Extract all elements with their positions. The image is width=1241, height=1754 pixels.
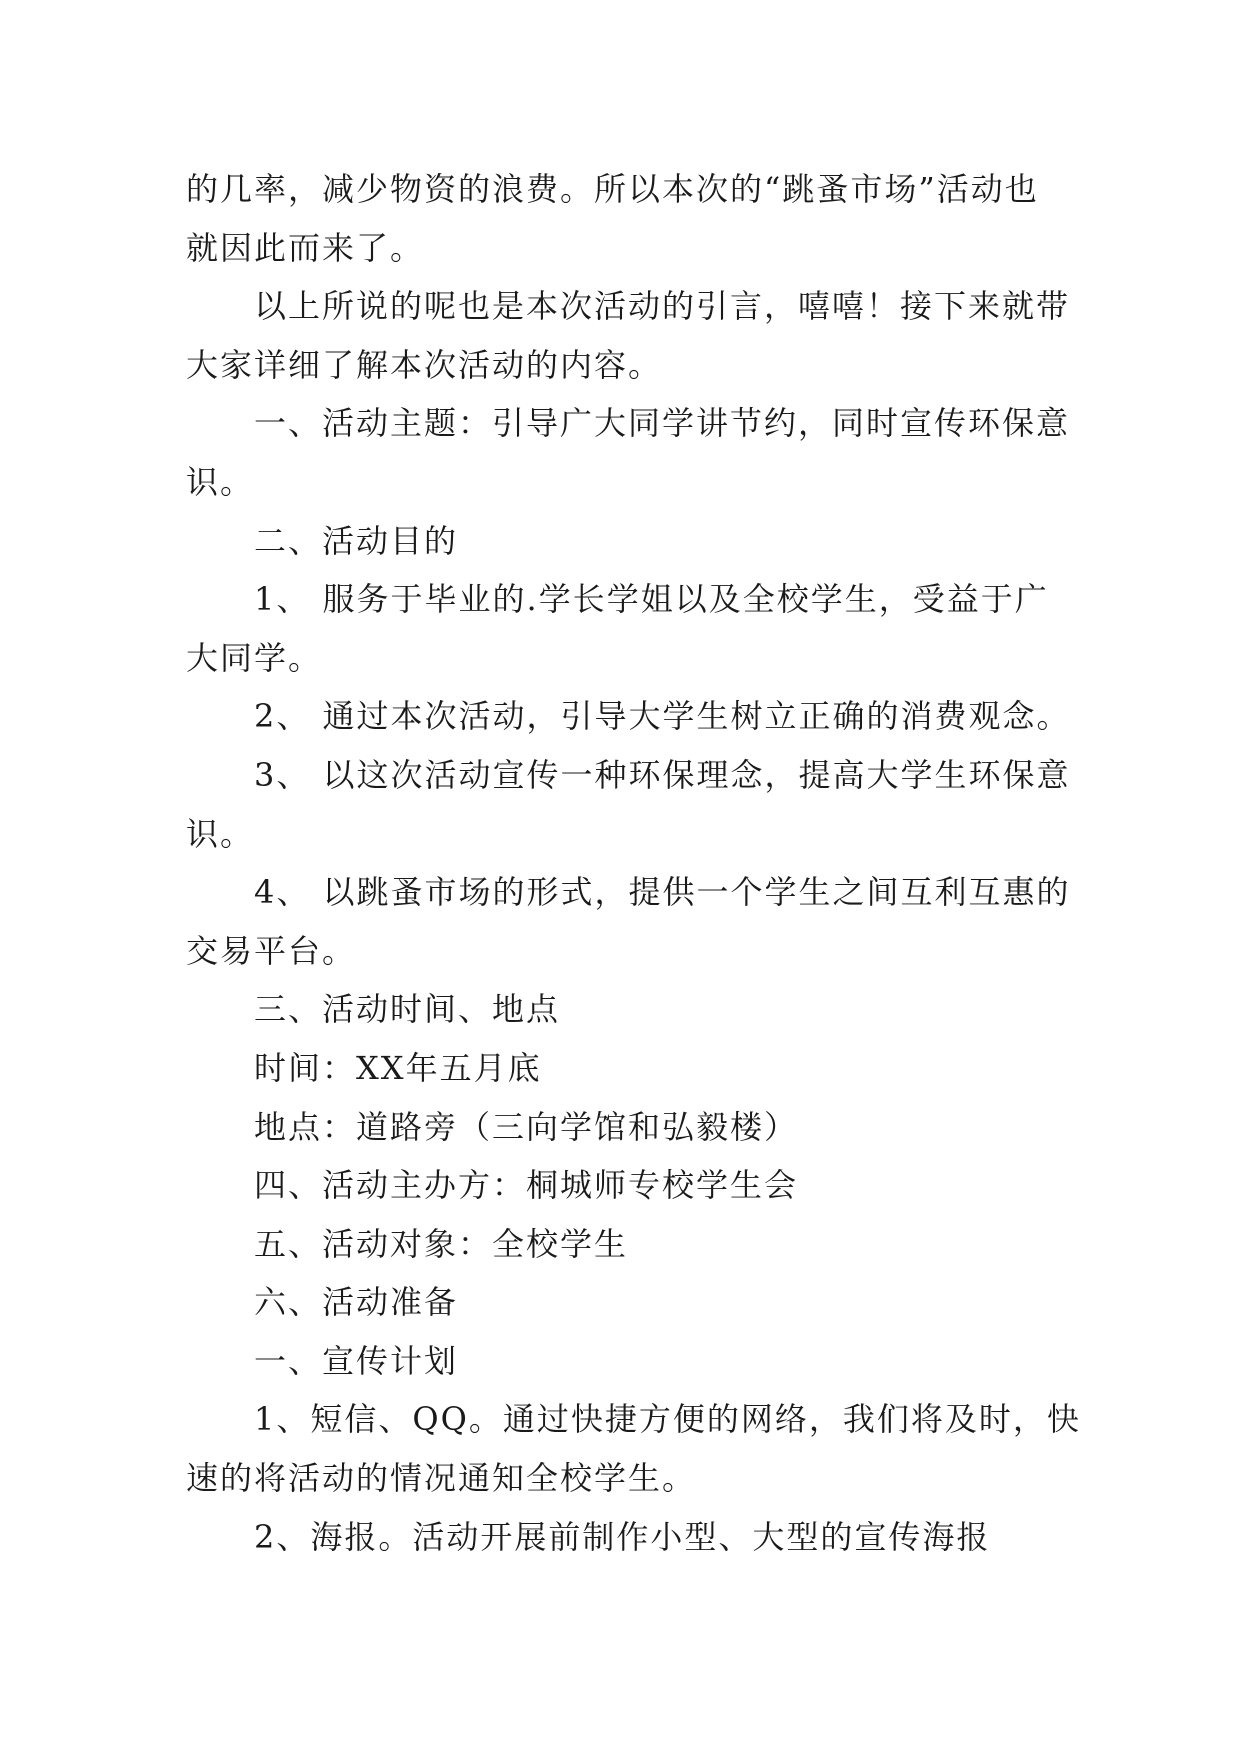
text-line: 地点：道路旁（三向学馆和弘毅楼） [254,1107,799,1146]
text-line: 大同学。 [186,638,323,677]
list-item: 1、 服务于毕业的.学长学姐以及全校学生，受益于广 [254,580,1049,619]
section-heading: 三、活动时间、地点 [254,990,561,1029]
text-line: 以上所说的呢也是本次活动的引言，嘻嘻！接下来就带 [254,287,1071,326]
text-line: 识。 [186,814,255,853]
list-item: 3、 以这次活动宣传一种环保理念，提高大学生环保意 [254,755,1071,794]
text-line: 时间：XX年五月底 [254,1048,542,1087]
section-heading: 五、活动对象：全校学生 [254,1224,629,1263]
list-item: 2、 通过本次活动，引导大学生树立正确的消费观念。 [254,697,1071,736]
section-heading: 二、活动目的 [254,521,459,560]
text-line: 识。 [186,462,255,501]
section-heading: 六、活动准备 [254,1283,459,1322]
list-item: 4、 以跳蚤市场的形式，提供一个学生之间互利互惠的 [254,873,1071,912]
text-line: 的几率，减少物资的浪费。所以本次的“跳蚤市场”活动也 [186,170,1039,208]
section-heading: 四、活动主办方：桐城师专校学生会 [254,1166,799,1205]
text-line: 就因此而来了。 [186,228,425,267]
list-item: 1、短信、QQ。通过快捷方便的网络，我们将及时，快 [254,1400,1081,1439]
list-item: 2、海报。活动开展前制作小型、大型的宣传海报 [254,1517,991,1556]
text-line: 大家详细了解本次活动的内容。 [186,345,663,384]
text-line: 速的将活动的情况通知全校学生。 [186,1459,697,1498]
text-line: 交易平台。 [186,931,357,970]
section-heading: 一、活动主题：引导广大同学讲节约，同时宣传环保意 [254,404,1071,443]
section-heading: 一、宣传计划 [254,1341,459,1380]
document-body [186,160,1081,1566]
